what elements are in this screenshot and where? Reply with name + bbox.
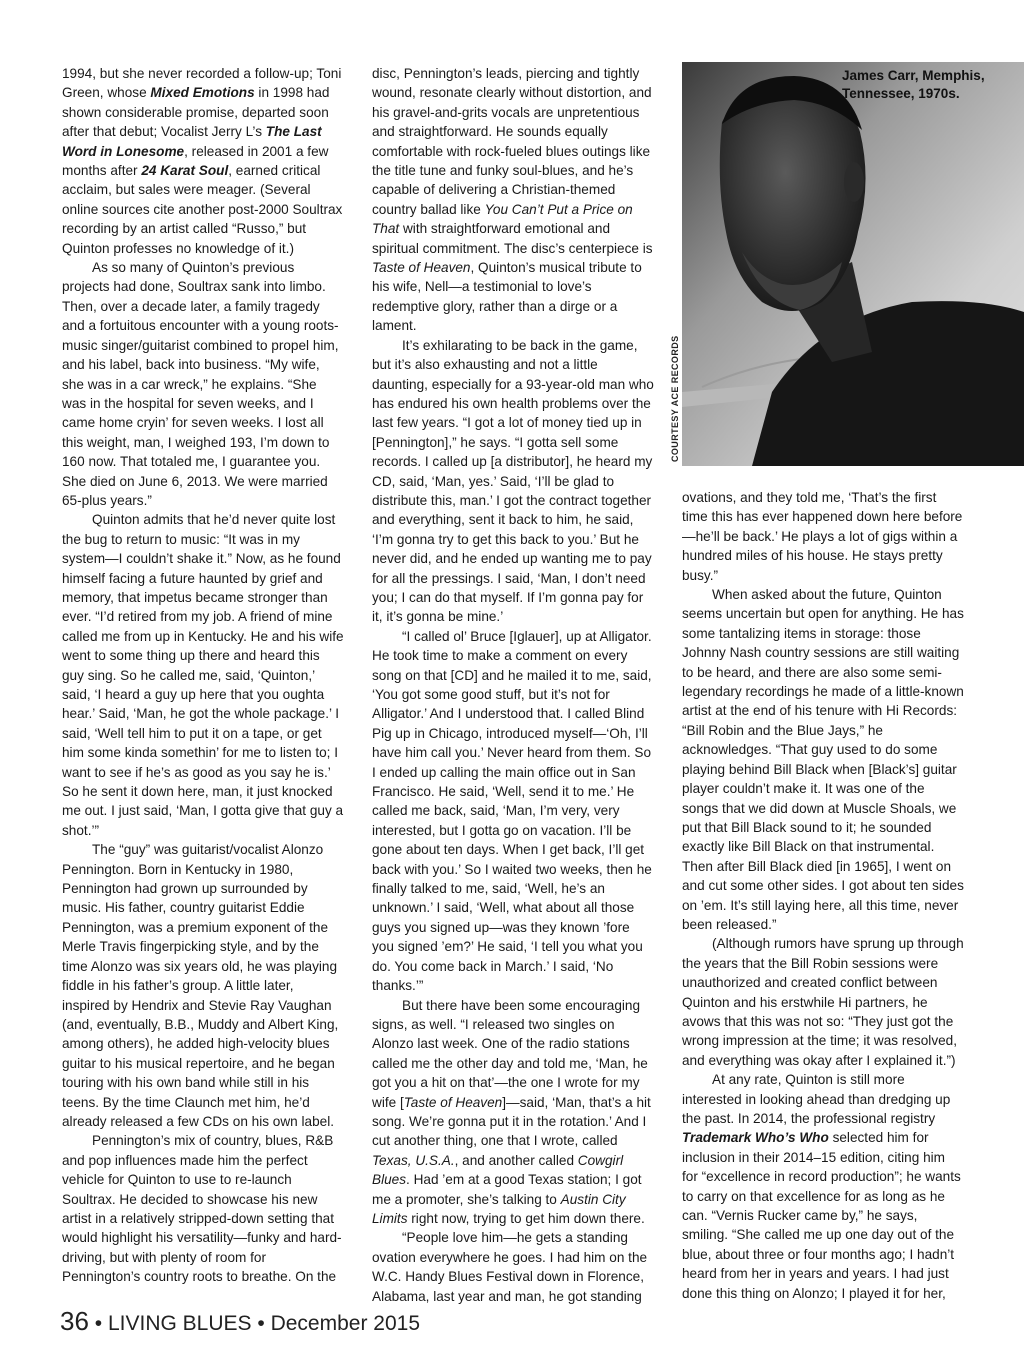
paragraph: ovations, and they told me, ‘That’s the first time this has ever happened down here before—he’ll be back.’ He plays a lot of gigs within a hundred miles of his house. He stays pretty busy.”: [682, 490, 963, 583]
paragraph: As so many of Quinton’s previous projects had done, Soultrax sank into limbo. Then, over a decade later, a family tragedy and a fortuitous encounter with a young roots-music singer/guitarist combined to propel him, and his label, back into business. “My wife, she was in a car wreck,” he explains. “She was in the hospital for seven weeks, and I came home cryin’ for seven weeks. I lost all this weight, man, I weighed 193, I’m down to 160 now. That totaled me, I guarantee you. She died on June 6, 2013. We were married 65-plus years.”: [62, 260, 339, 508]
paragraph: 1994, but she never recorded a follow-up; Toni Green, whose Mixed Emotions in 1998 had shown considerable promise, departed soon after that debut; Vocalist Jerry L’s The Last Word in Lonesome, released in 2001 a few months after 24 Karat Soul, earned critical acclaim, but sales were meager. (Several online sources cite another post-2000 Soultrax recording by an artist called “Russo,” but Quinton professes no knowledge of it.): [62, 66, 343, 256]
page-number: 36: [60, 1306, 89, 1336]
issue-date: December 2015: [270, 1312, 420, 1335]
photo-illustration: [682, 62, 1024, 466]
portrait-photo: [682, 62, 1024, 466]
publication-title: Trademark Who’s Who: [682, 1130, 829, 1146]
separator-bullet: •: [94, 1312, 103, 1335]
photo-caption: James Carr, Memphis, Tennessee, 1970s.: [842, 68, 985, 101]
photo-credit: COURTESY ACE RECORDS: [670, 335, 680, 462]
paragraph: Pennington’s mix of country, blues, R&B and pop influences made him the perfect vehicle for Quinton to use to re-launch Soultrax. He decided to showcase his new artist in a relatively stripped-down setting that would highlight his versatility—funky and hard-driving, but with plenty of room for Pennington’s country roots to breathe. On the: [62, 1133, 342, 1285]
article-column-1: [62, 64, 344, 1287]
paragraph: It’s exhilarating to be back in the game, but it’s also exhausting and not a little daunting, especially for a 93-year-old man who has endured his own health problems over the last few years. “I got a lot of money tied up in [Pennington],” he says. “I gotta sell some records. I called up [a distributor], he heard my CD, said, ‘Man, yes.’ Said, ‘I’ll be glad to distribute this, man.’ I got the contract together and everything, sent it back to him, he said, ‘I’m gonna try to get this back to you.’ But he never did, and he ended up wanting me to pay for all the pressings. I said, ‘Man, I don’t need you; I can do that myself. If I’m gonna pay for it, it’s gonna be mine.’: [372, 337, 654, 625]
paragraph: (Although rumors have sprung up through the years that the Bill Robin sessions were unauthorized and created conflict between Quinton and his erstwhile Hi partners, he avows that this was not so: “They just got the wrong impression at the time; it was resolved, and everything was okay after I explained it.”): [682, 936, 964, 1068]
paragraph: “I called ol’ Bruce [Iglauer], up at Alligator. He took time to make a comment on every song on that [CD] and he mailed it to me, said, ‘You got some good stuff, but it’s not for Alligator.’ And I understood that. I called Blind Pig up in Chicago, introduced myself—‘Oh, I’ll have him call you.’ Never heard from them. So I ended up calling the main office out in San Francisco. He said, ‘Well, send it to me.’ He called me back, said, ‘Man, I’m very, very interested, but I gotta go on vacation. I’ll be gone about ten days. When I get back, I’ll get back with you.’ So I waited two weeks, then he finally talked to me, said, ‘Well, he’s an unknown.’ I said, ‘Well, what about all those guys you signed up—was they known ’fore you signed ’em?’ He said, ‘I tell you what you do. You come back in March.’ I said, ‘No thanks.’”: [372, 628, 652, 994]
paragraph: At any rate, Quinton is still more interested in looking ahead than dredging up the past. In 2014, the professional registry Trademark Who’s Who selected him for inclusion in their 2014–15 edition, citing him for “excellence in record production”; he wants to carry on that excellence for as long as he can. “Vernis Rucker came by,” he says, smiling. “She called me up one day out of the blue, about three or four months ago; I hadn’t heard from her in years and years. I had just done this thing on Alonzo; I played it for her,: [682, 1072, 961, 1301]
article-column-2: [372, 64, 654, 1306]
album-title: The Last Word in Lonesome: [62, 124, 322, 159]
song-title: You Can’t Put a Price on That: [372, 201, 633, 237]
song-title: Texas, U.S.A.: [372, 1152, 455, 1168]
publication-name: LIVING BLUES: [107, 1312, 252, 1335]
paragraph: disc, Pennington’s leads, piercing and tightly wound, resonate clearly without distortion, and his gravel-and-grits vocals are unpretentious and straightforward. He sounds equally comfortable with rock-fueled blues outings like the title tune and funky soul-blues, and he’s capable of delivering a Christian-themed country ballad like You Can’t Put a Price on That with straightforward emotional and spiritual commitment. The disc’s centerpiece is Taste of Heaven, Quinton’s musical tribute to his wife, Nell—a testimonial to love’s redemptive glory, rather than a dirge or a lament.: [372, 66, 653, 334]
separator-bullet: •: [257, 1312, 265, 1335]
paragraph: Quinton admits that he’d never quite lost the bug to return to music: “It was in my system—I couldn’t shake it.” Now, as he found himself facing a future haunted by grief and memory, that impetus became stronger than ever. “I’d retired from my job. A friend of mine called me from up in Kentucky. He and his wife went to some thing up there and heard this guy sing. So he called me, said, ‘Quinton,’ said, ‘I heard a guy up here that you oughta hear.’ Said, ‘Man, he got the whole package.’ I said, ‘Well tell him to put it on a tape, or get him some kinda somethin’ for me to listen to; I want to see if he’s as good as you say he is.’ So he sent it down here, man, it just knocked me out. I just said, ‘Man, I gotta give that guy a shot.’”: [62, 512, 344, 838]
show-title: Austin City Limits: [372, 1191, 626, 1226]
album-title: Mixed Emotions: [150, 85, 255, 101]
song-title: Taste of Heaven: [403, 1094, 503, 1110]
paragraph: “People love him—he gets a standing ovation everywhere he goes. I had him on the W.C. Handy Blues Festival down in Florence, Alabama, last year and man, he got standing: [372, 1230, 648, 1304]
song-title: Taste of Heaven: [372, 260, 471, 276]
page-footer: [60, 1306, 420, 1337]
article-column-3: [682, 488, 964, 1303]
album-title: 24 Karat Soul: [141, 163, 229, 179]
paragraph: When asked about the future, Quinton seems uncertain but open for anything. He has some tantalizing items in storage: those Johnny Nash country sessions are still waiting to be heard, and there are also some semi-legendary recordings he made of a little-known artist at the end of his tenure with Hi Records: “Bill Robin and the Blue Jays,” he acknowledges. “That guy used to do some playing behind Bill Black when [Black’s] guitar player couldn’t make it. It was one of the songs that we did down at Muscle Shoals, we put that Bill Black sound to it; he sounded exactly like Bill Black on that instrumental. Then after Bill Black died [in 1965], I went on and cut some other sides. I got about ten sides on ’em. It’s still laying here, all this time, never been released.”: [682, 587, 964, 932]
paragraph: But there have been some encouraging signs, as well. “I released two singles on Alonzo last week. One of the radio stations called me the other day and told me, ‘Man, he got you a hit on that’—the one I wrote for my wife [Taste of Heaven]—said, ‘Man, that’s a hit song. We’re gonna put it in the rotation.’ And I cut another thing, one that I wrote, called Texas, U.S.A., and another called Cowgirl Blues. Had ’em at a good Texas station; I got me a promoter, she’s talking to Austin City Limits right now, trying to get him down there.: [372, 997, 651, 1226]
song-title: Cowgirl Blues: [372, 1152, 624, 1188]
paragraph: The “guy” was guitarist/vocalist Alonzo Pennington. Born in Kentucky in 1980, Pennington had grown up surrounded by music. His father, country guitarist Eddie Pennington, was a premium exponent of the Merle Travis fingerpicking style, and by the time Alonzo was six years old, he was playing fiddle in his father’s group. A little later, inspired by Hendrix and Stevie Ray Vaughan (and, eventually, B.B., Muddy and Albert King, among others), he added high-velocity blues guitar to his musical repertoire, and he began touring with his own band while still in his teens. By the time Claunch met him, he’d already released a few CDs on his own label.: [62, 842, 339, 1129]
